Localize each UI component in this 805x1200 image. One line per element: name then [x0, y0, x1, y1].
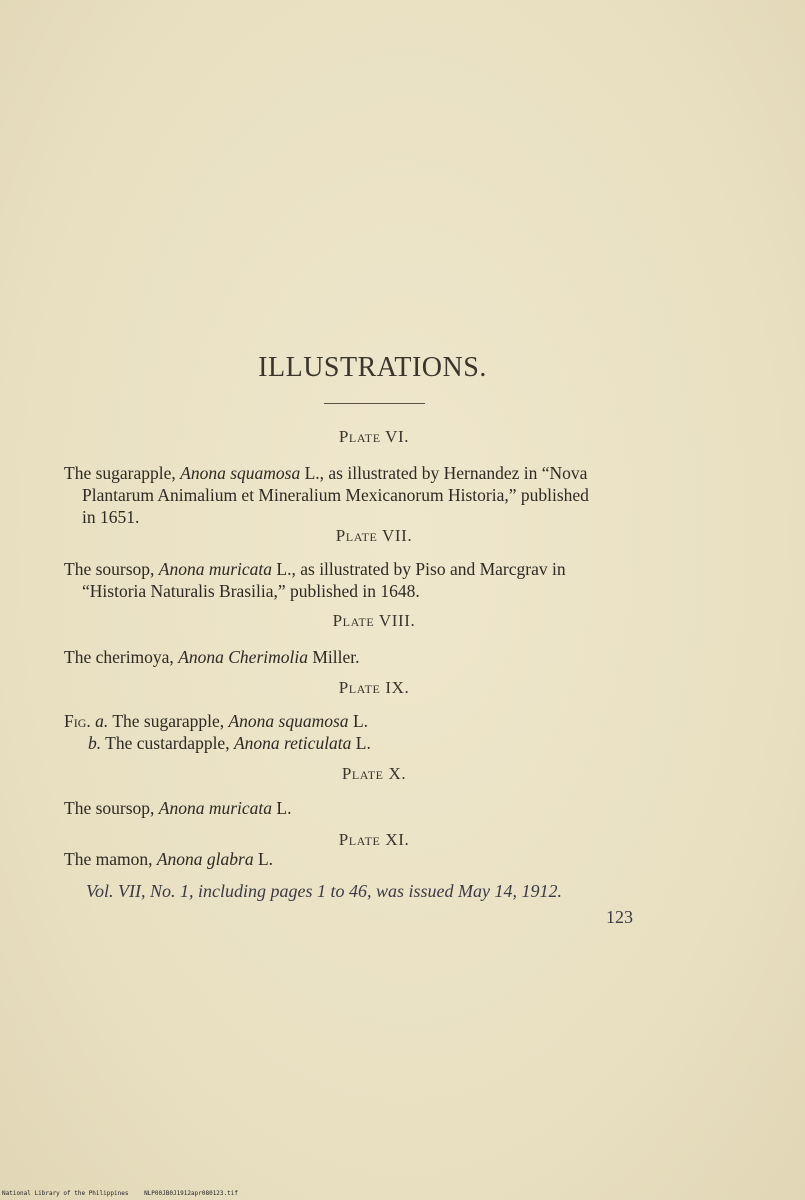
- caption-text: The soursop,: [64, 559, 159, 579]
- caption-text: L.: [351, 733, 371, 753]
- caption-line: [64, 558, 690, 580]
- figure-label: Fig.: [64, 711, 91, 731]
- caption-text: L., as illustrated by Piso and Marcgrav in: [272, 559, 566, 579]
- figure-letter: b.: [88, 733, 102, 753]
- caption-line: “Historia Naturalis Brasilia,” published in 1648.: [82, 581, 420, 601]
- caption-line: [64, 646, 690, 668]
- plate-vii-heading: Plate VII.: [335, 526, 413, 545]
- caption-text: L.: [253, 849, 274, 869]
- plate-vi-heading: Plate VI.: [338, 427, 410, 446]
- plate-ix-heading: Plate IX.: [338, 678, 410, 697]
- issue-note: Vol. VII, No. 1, including pages 1 to 46, was issued May 14, 1912.: [86, 881, 562, 901]
- caption-line: Plantarum Animalium et Mineralium Mexicanorum Historia,” published: [82, 485, 589, 505]
- plate-vii-caption: [64, 558, 690, 602]
- caption-text: L.: [348, 711, 369, 731]
- caption-line: in 1651.: [82, 507, 140, 527]
- page-title: ILLUSTRATIONS.: [258, 352, 487, 383]
- species-name: Anona squamosa: [180, 463, 301, 483]
- caption-text: The custardapple,: [101, 733, 234, 753]
- caption-text: L.: [272, 798, 292, 818]
- figure-a-line: [64, 710, 690, 732]
- species-name: Anona squamosa: [228, 711, 349, 731]
- caption-text: The sugarapple,: [64, 463, 181, 483]
- species-name: Anona glabra: [156, 849, 254, 869]
- plate-viii-caption: [64, 646, 690, 668]
- figure-letter: a.: [95, 711, 109, 731]
- library-name: National Library of the Philippines: [2, 1190, 129, 1197]
- species-name: Anona Cherimolia: [178, 647, 308, 667]
- plate-ix-caption: [64, 710, 690, 754]
- page-number: 123: [606, 907, 633, 927]
- title-divider: [324, 403, 425, 404]
- file-name: NLP00JB0J1912apr080123.tif: [144, 1190, 238, 1197]
- plate-xi-heading: Plate XI.: [338, 830, 410, 849]
- caption-line: [64, 848, 690, 870]
- caption-text: The soursop,: [64, 798, 159, 818]
- caption-line: [64, 462, 690, 484]
- figure-b-line: [64, 732, 690, 754]
- plate-x-heading: Plate X.: [341, 764, 407, 783]
- caption-line: [64, 797, 690, 819]
- plate-x-caption: [64, 797, 690, 819]
- scan-footer: [2, 1190, 250, 1197]
- caption-text: The mamon,: [64, 849, 157, 869]
- species-name: Anona reticulata: [233, 733, 352, 753]
- caption-text: Miller.: [307, 647, 360, 667]
- species-name: Anona muricata: [158, 798, 273, 818]
- plate-viii-heading: Plate VIII.: [332, 611, 416, 630]
- caption-text: The cherimoya,: [64, 647, 179, 667]
- caption-text: L., as illustrated by Hernandez in “Nova: [300, 463, 588, 483]
- plate-xi-caption: [64, 848, 690, 870]
- species-name: Anona muricata: [158, 559, 273, 579]
- plate-vi-caption: [64, 462, 690, 528]
- caption-text: The sugarapple,: [108, 711, 229, 731]
